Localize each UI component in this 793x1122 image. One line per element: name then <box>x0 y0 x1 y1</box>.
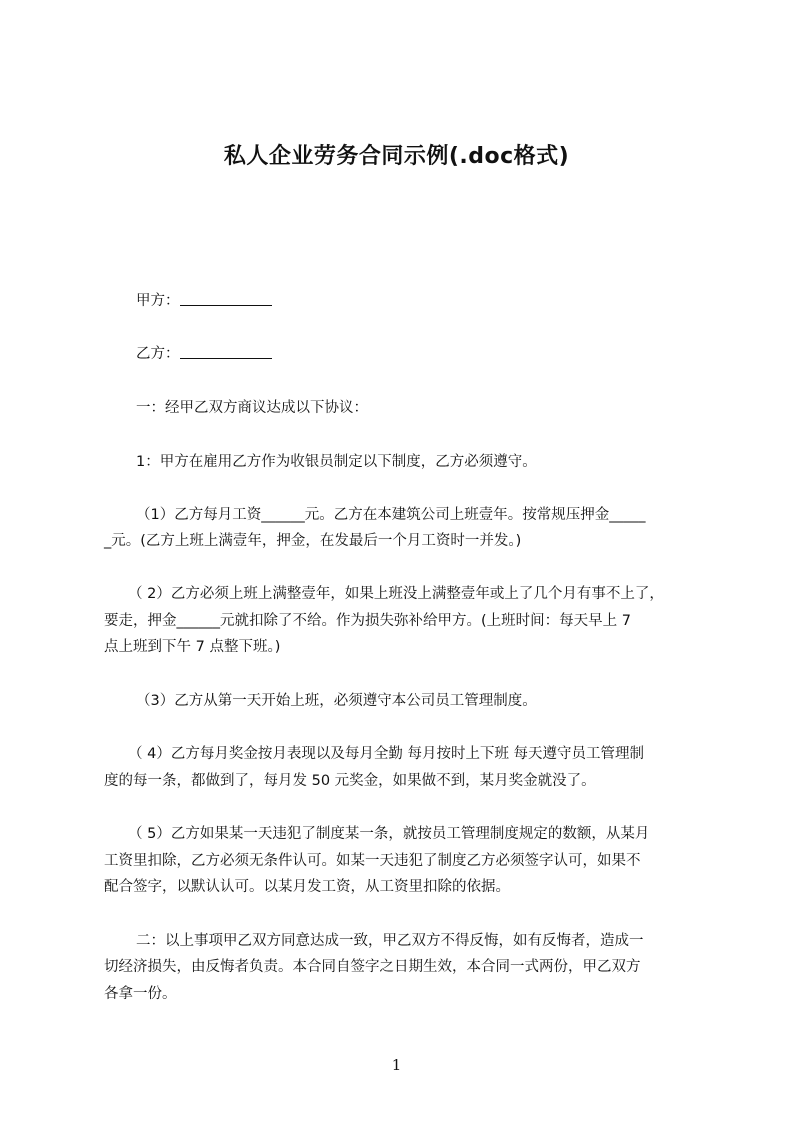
document-title: 私人企业劳务合同示例(.doc格式) <box>223 144 570 169</box>
item-3-line-1: （3）乙方从第一天开始上班，必须遵守本公司员工管理制度。 <box>136 693 537 709</box>
item-2-line-2: 要走，押金______元就扣除了不给。作为损失弥补给甲方。(上班时间：每天早上 7 <box>104 613 631 629</box>
item-5-line-1: （ 5）乙方如果某一天违犯了制度某一条，就按员工管理制度规定的数额，从某月 <box>128 826 650 842</box>
item-5-line-2: 工资里扣除，乙方必须无条件认可。如某一天违犯了制度乙方必须签字认可，如果不 <box>104 853 641 869</box>
item-5-line-3: 配合签字，以默认认可。以某月发工资，从工资里扣除的依据。 <box>104 879 510 895</box>
item-2-line-1: （ 2）乙方必须上班上满整壹年，如果上班没上满整壹年或上了几个月有事不上了， <box>128 586 664 602</box>
party-b-blank <box>180 344 272 359</box>
party-b-label: 乙方： <box>136 346 180 362</box>
section-2-line-1: 二：以上事项甲乙双方同意达成一致，甲乙双方不得反悔，如有反悔者，造成一 <box>136 933 644 949</box>
clause-1: 1：甲方在雇用乙方作为收银员制定以下制度，乙方必须遵守。 <box>136 454 537 470</box>
section-1-heading: 一：经甲乙双方商议达成以下协议： <box>136 400 368 416</box>
item-4-line-2: 度的每一条，都做到了，每月发 50 元奖金，如果做不到，某月奖金就没了。 <box>104 773 596 789</box>
party-a-blank <box>180 291 272 306</box>
page-number: 1 <box>391 1056 402 1074</box>
section-2-line-2: 切经济损失，由反悔者负责。本合同自签字之日期生效，本合同一式两份，甲乙双方 <box>104 959 641 975</box>
party-b-line <box>136 344 272 364</box>
item-1-line-1: （1）乙方每月工资______元。乙方在本建筑公司上班壹年。按常规压押金_____ <box>136 507 646 523</box>
party-a-label: 甲方： <box>136 293 180 309</box>
item-1-line-2: _元。(乙方上班上满壹年，押金，在发最后一个月工资时一并发。) <box>104 533 522 549</box>
party-a-line <box>136 291 272 311</box>
item-4-line-1: （ 4）乙方每月奖金按月表现以及每月全勤 每月按时上下班 每天遵守员工管理制 <box>128 746 645 762</box>
item-2-line-3: 点上班到下午 7 点整下班。) <box>104 639 281 655</box>
section-2-line-3: 各拿一份。 <box>104 986 177 1002</box>
